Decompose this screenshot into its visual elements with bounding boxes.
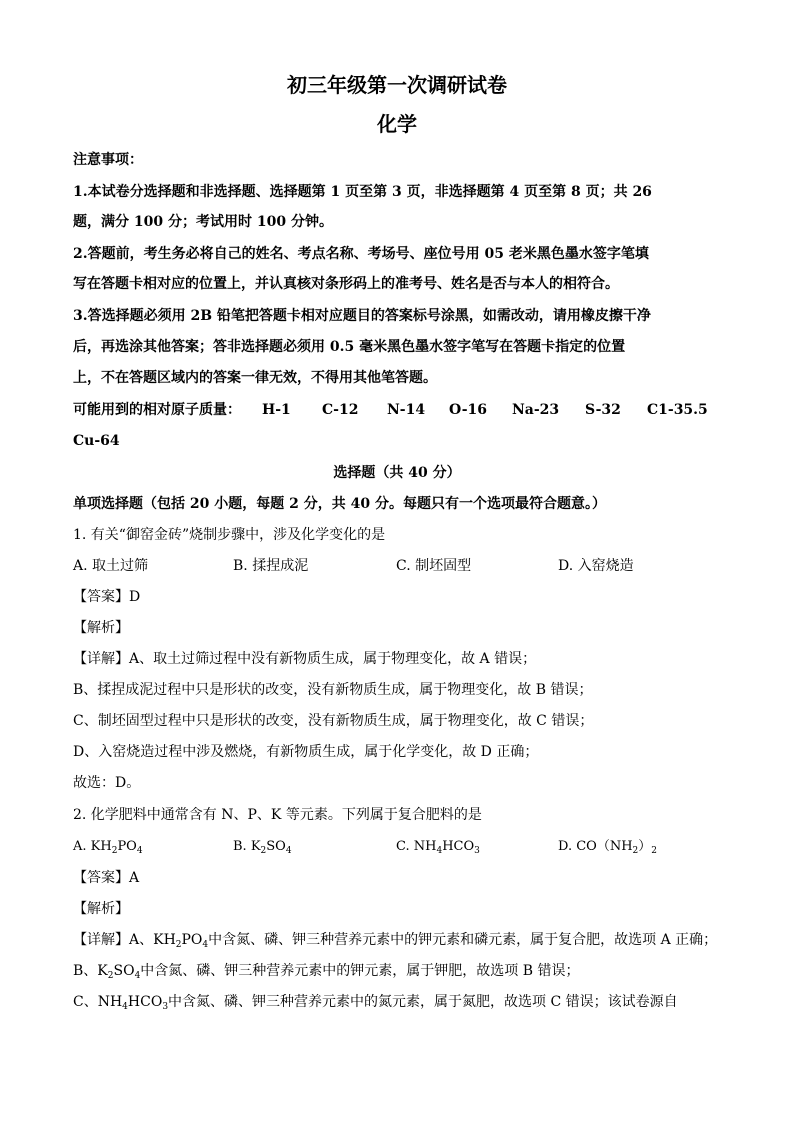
q1-detail-line: B、揉捏成泥过程中只是形状的改变，没有新物质生成，属于物理变化，故 B 错误； bbox=[73, 682, 593, 698]
q1-analysis-label: 【解析】 bbox=[73, 620, 129, 636]
q2-stem: 2. 化学肥料中通常含有 N、P、K 等元素。下列属于复合肥料的是 bbox=[73, 807, 482, 823]
atomic-mass-c: C-12 bbox=[322, 402, 359, 418]
q1-option-a: A. 取土过筛 bbox=[73, 558, 149, 574]
notice-item-3-line-2: 后，再选涂其他答案；答非选择题必须用 0.5 毫米黑色墨水签字笔写在答题卡指定的位置 bbox=[73, 339, 626, 355]
subject-title: 化学 bbox=[377, 112, 417, 136]
section-heading: 选择题（共 40 分） bbox=[333, 465, 461, 481]
atomic-mass-h: H-1 bbox=[262, 402, 291, 418]
q2-option-b: B. $K_2SO_4$ bbox=[233, 839, 292, 856]
notice-item-1-line-1: 1.本试卷分选择题和非选择题、选择题第 1 页至第 3 页，非选择题第 4 页至第 8 页；共 26 bbox=[73, 184, 652, 200]
q2-analysis-label: 【解析】 bbox=[73, 901, 129, 917]
atomic-mass-na: Na-23 bbox=[512, 402, 560, 418]
atomic-mass-cl: C1-35.5 bbox=[647, 402, 708, 418]
notice-item-2-line-2: 写在答题卡相对应的位置上，并认真核对条形码上的准考号、姓名是否与本人的相符合。 bbox=[73, 276, 619, 292]
q1-detail-line: D、入窑烧造过程中涉及燃烧，有新物质生成，属于化学变化，故 D 正确； bbox=[73, 744, 539, 760]
atomic-mass-s: S-32 bbox=[585, 402, 621, 418]
atomic-mass-label: 可能用到的相对原子质量： bbox=[73, 402, 241, 418]
notice-item-3-line-1: 3.答选择题必须用 2B 铅笔把答题卡相对应题目的答案标号涂黑，如需改动，请用橡皮擦干净 bbox=[73, 308, 651, 324]
q1-stem: 1. 有关“御窑金砖”烧制步骤中，涉及化学变化的是 bbox=[73, 527, 386, 543]
notice-item-1-line-2: 题，满分 100 分；考试用时 100 分钟。 bbox=[73, 214, 333, 230]
q2-answer: 【答案】A bbox=[73, 870, 140, 886]
notice-heading: 注意事项： bbox=[73, 152, 143, 168]
q2-detail-b: B、$K_2SO_4$中含氮、磷、钾三种营养元素中的钾元素，属于钾肥，故选项 B 错误； bbox=[73, 963, 580, 981]
section-instruction: 单项选择题（包括 20 小题，每题 2 分，共 40 分。每题只有一个选项最符合题意。） bbox=[73, 496, 606, 512]
q2-option-c: C. $NH_4HCO_3$ bbox=[396, 839, 480, 856]
q2-option-d: D. $CO(NH_2)_2$ bbox=[558, 839, 658, 856]
q1-detail-line: 【详解】A、取土过筛过程中没有新物质生成，属于物理变化，故 A 错误； bbox=[73, 651, 537, 667]
q1-answer: 【答案】D bbox=[73, 589, 141, 605]
q2-option-a: A. $KH_2PO_4$ bbox=[73, 839, 143, 856]
atomic-mass-n: N-14 bbox=[387, 402, 426, 418]
notice-item-2-line-1: 2.答题前，考生务必将自己的姓名、考点名称、考场号、座位号用 05 老米黑色墨水签字笔填 bbox=[73, 246, 649, 262]
q1-option-d: D. 入窑烧造 bbox=[558, 558, 634, 574]
q1-detail-line: C、制坯固型过程中只是形状的改变，没有新物质生成，属于物理变化，故 C 错误； bbox=[73, 713, 594, 729]
atomic-mass-o: O-16 bbox=[449, 402, 488, 418]
q2-detail-c: C、$NH_4HCO_3$中含氮、磷、钾三种营养元素中的氮元素，属于氮肥，故选项 C 错误；该试卷源自 bbox=[73, 994, 678, 1012]
q1-option-b: B. 揉捏成泥 bbox=[233, 558, 309, 574]
q1-conclusion: 故选：D。 bbox=[73, 775, 141, 791]
q2-detail-a: 【详解】A、$KH_2PO_4$中含氮、磷、钾三种营养元素中的钾元素和磷元素，属于复合肥，故选项 A 正确； bbox=[73, 932, 718, 950]
exam-title: 初三年级第一次调研试卷 bbox=[287, 73, 507, 97]
q1-option-c: C. 制坯固型 bbox=[396, 558, 472, 574]
notice-item-3-line-3: 上，不在答题区域内的答案一律无效，不得用其他笔答题。 bbox=[73, 370, 437, 386]
atomic-mass-cu: Cu-64 bbox=[73, 433, 120, 449]
